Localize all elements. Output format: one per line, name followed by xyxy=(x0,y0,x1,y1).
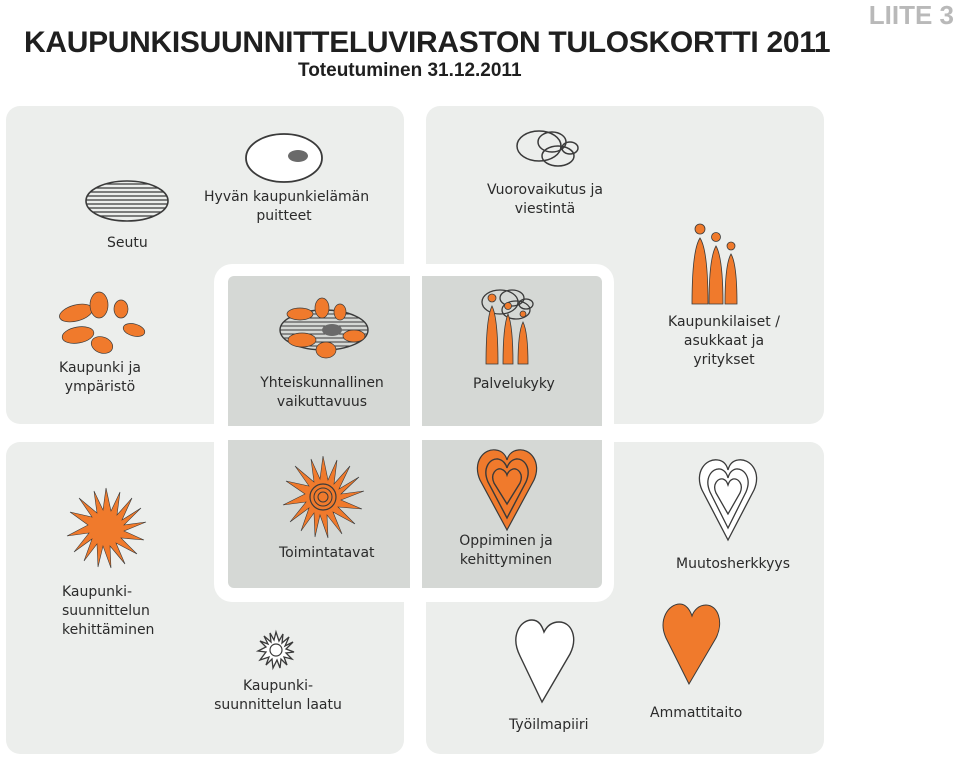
people-figures-icon xyxy=(686,220,740,306)
label-ammattitaito: Ammattitaito xyxy=(650,705,743,721)
outline-sun-icon xyxy=(256,630,296,670)
label-tyoilmapiiri: Työilmapiiri xyxy=(509,717,589,733)
outline-nested-hearts-icon xyxy=(698,456,758,542)
label-muutosherkkyys: Muutosherkkyys xyxy=(676,556,790,572)
label-palvelukyky: Palvelukyky xyxy=(473,376,555,392)
page-title: KAUPUNKISUUNNITTELUVIRASTON TULOSKORTTI 2011 xyxy=(24,26,831,59)
label-kehittaminen: Kaupunki- suunnittelun kehittäminen xyxy=(62,584,155,638)
striped-ellipse-icon xyxy=(84,178,170,224)
ellipse-dot-icon xyxy=(244,132,324,184)
page-subtitle: Toteutuminen 31.12.2011 xyxy=(298,60,522,81)
label-puitteet: Hyvän kaupunkielämän puitteet xyxy=(204,189,370,224)
label-vuorovaikutus: Vuorovaikutus ja viestintä xyxy=(487,182,603,217)
flower-petals-icon xyxy=(54,290,150,360)
striped-flower-icon xyxy=(278,298,370,362)
label-kaupunkilaiset: Kaupunkilaiset / asukkaat ja yritykset xyxy=(668,314,780,368)
label-laatu: Kaupunki- suunnittelun laatu xyxy=(214,678,342,713)
sun-burst-icon xyxy=(64,486,148,570)
orange-heart-icon xyxy=(662,602,722,686)
label-oppiminen: Oppiminen ja kehittyminen xyxy=(459,533,553,568)
label-yhteiskunnallinen: Yhteiskunnallinen vaikuttavuus xyxy=(260,375,384,410)
overlapping-ellipses-icon xyxy=(514,128,580,170)
label-toimintatavat: Toimintatavat xyxy=(279,545,375,561)
label-kaupunki-ympaANDristo: Kaupunki ja ympäristö xyxy=(59,360,141,395)
nested-hearts-icon xyxy=(476,446,538,532)
label-seutu: Seutu xyxy=(107,235,148,251)
sun-rings-icon xyxy=(280,454,366,540)
outline-heart-icon xyxy=(514,616,576,704)
attachment-label: LIITE 3 xyxy=(868,0,954,30)
service-figures-icon xyxy=(478,288,540,366)
